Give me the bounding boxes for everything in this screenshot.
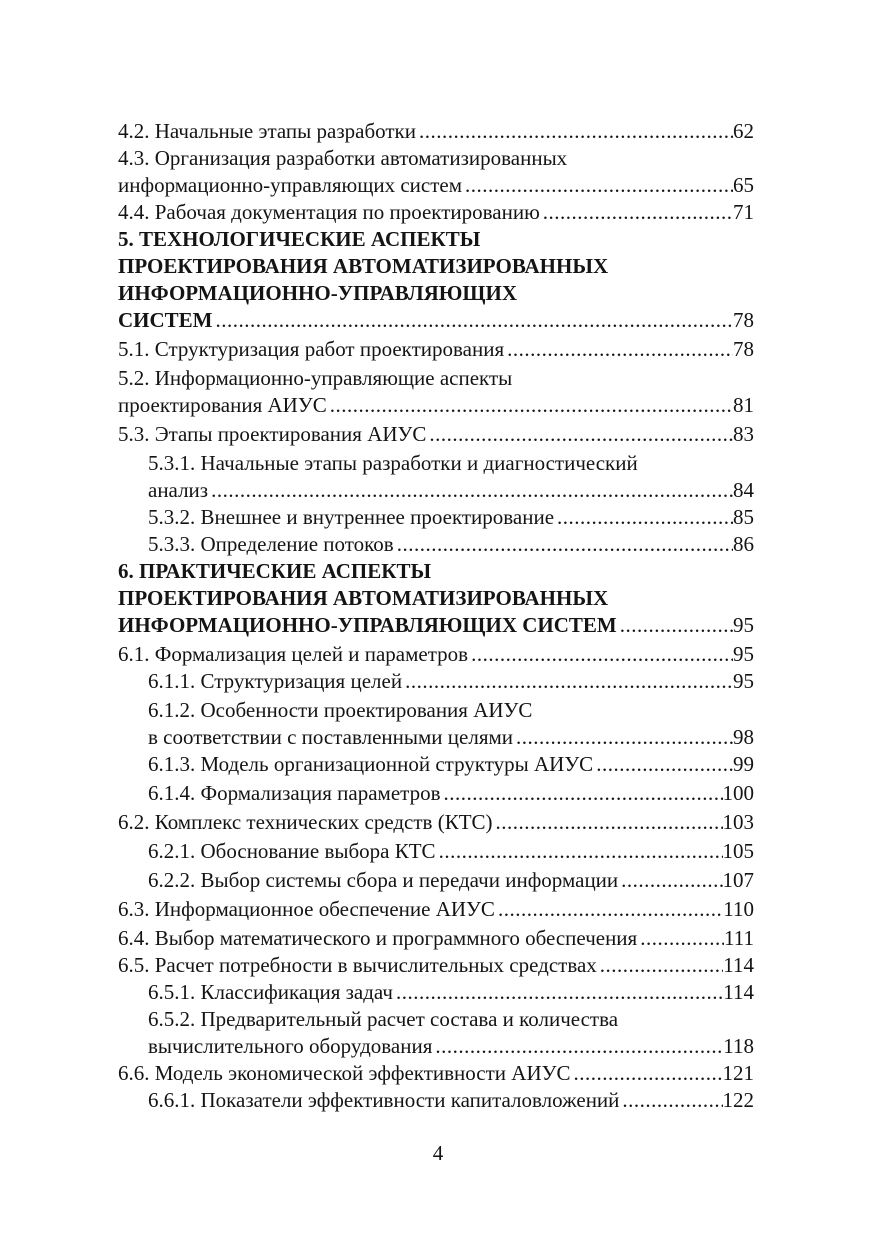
dot-leader bbox=[394, 531, 733, 558]
toc-page-number: 95 bbox=[733, 669, 754, 693]
toc-entry-row bbox=[118, 199, 754, 226]
toc-entry-row bbox=[118, 925, 754, 952]
toc-entry-row bbox=[148, 504, 754, 531]
toc-page-number: 100 bbox=[722, 781, 754, 805]
toc-entry-title-line: вычислительного оборудования bbox=[148, 1034, 433, 1058]
toc-entry-title-line: информационно-управляющих систем bbox=[118, 173, 463, 197]
table-of-contents bbox=[118, 118, 754, 1114]
dot-leader bbox=[393, 979, 723, 1006]
toc-entry-row bbox=[148, 1033, 754, 1060]
dot-leader bbox=[504, 336, 733, 363]
toc-entry-row bbox=[118, 118, 754, 145]
toc-page-number: 103 bbox=[722, 810, 754, 834]
toc-entry-title-line: 5.3.2. Внешнее и внутреннее проектирование bbox=[148, 505, 555, 529]
dot-leader bbox=[416, 118, 733, 145]
dot-leader bbox=[597, 952, 723, 979]
toc-entry-title-line: ИНФОРМАЦИОННО-УПРАВЛЯЮЩИХ bbox=[118, 281, 517, 305]
toc-entry-row bbox=[118, 392, 754, 419]
toc-entry-row bbox=[148, 477, 754, 504]
toc-entry-title-line: 6.2. Комплекс технических средств (КТС) bbox=[118, 810, 493, 834]
dot-leader bbox=[468, 641, 733, 668]
dot-leader bbox=[593, 751, 733, 778]
toc-section-entry bbox=[118, 809, 754, 836]
dot-leader bbox=[540, 199, 733, 226]
toc-section-entry bbox=[118, 896, 754, 923]
toc-page-number: 114 bbox=[723, 953, 754, 977]
toc-page-number: 122 bbox=[722, 1088, 754, 1112]
toc-page-number: 95 bbox=[733, 613, 754, 637]
toc-entry-row bbox=[118, 952, 754, 979]
toc-subsection-entry bbox=[118, 838, 754, 865]
toc-entry-row bbox=[148, 979, 754, 1006]
toc-section-entry bbox=[118, 365, 754, 419]
dot-leader bbox=[432, 1033, 723, 1060]
dot-leader bbox=[618, 867, 722, 894]
toc-entry-title-line: 5.1. Структуризация работ проектирования bbox=[118, 337, 505, 361]
toc-entry-title-line: в соответствии с поставленными целями bbox=[148, 725, 514, 749]
toc-subsection-entry bbox=[118, 867, 754, 894]
toc-entry-title-line: 6.5. Расчет потребности в вычислительных средствах bbox=[118, 953, 597, 977]
dot-leader bbox=[462, 172, 733, 199]
toc-entry-title-line: ПРОЕКТИРОВАНИЯ АВТОМАТИЗИРОВАННЫХ bbox=[118, 586, 609, 610]
page-number: 4 bbox=[432, 1141, 444, 1165]
toc-entry-title-line: ПРОЕКТИРОВАНИЯ АВТОМАТИЗИРОВАННЫХ bbox=[118, 254, 609, 278]
toc-page-number: 86 bbox=[733, 532, 754, 556]
toc-section-entry bbox=[118, 199, 754, 226]
toc-entry-row bbox=[118, 172, 754, 199]
dot-leader bbox=[570, 1060, 722, 1087]
toc-entry-row bbox=[118, 307, 754, 334]
toc-page-number: 78 bbox=[733, 337, 754, 361]
dot-leader bbox=[440, 780, 722, 807]
toc-entry-title-line: 6.2.1. Обоснование выбора КТС bbox=[148, 839, 436, 863]
dot-leader bbox=[213, 307, 734, 334]
toc-page-number: 111 bbox=[724, 926, 754, 950]
toc-subsection-entry bbox=[118, 450, 754, 504]
toc-page-number: 78 bbox=[733, 308, 754, 332]
toc-page-number: 81 bbox=[733, 393, 754, 417]
toc-entry-row bbox=[118, 1060, 754, 1087]
toc-entry-title-line: 6.1. Формализация целей и параметров bbox=[118, 642, 469, 666]
toc-entry-row bbox=[118, 809, 754, 836]
toc-chapter-entry bbox=[118, 226, 754, 334]
toc-page-number: 65 bbox=[733, 173, 754, 197]
toc-entry-row bbox=[148, 668, 754, 695]
toc-page-number: 121 bbox=[722, 1061, 754, 1085]
toc-section-entry bbox=[118, 421, 754, 448]
toc-page-number: 110 bbox=[723, 897, 754, 921]
toc-entry-title-line: 5.3.1. Начальные этапы разработки и диагностический bbox=[148, 451, 638, 475]
toc-subsection-entry bbox=[118, 531, 754, 558]
toc-entry-row bbox=[148, 531, 754, 558]
toc-entry-title-line: 6.1.1. Структуризация целей bbox=[148, 669, 403, 693]
toc-page-number: 107 bbox=[722, 868, 754, 892]
toc-entry-title-line: 6.2.2. Выбор системы сбора и передачи информации bbox=[148, 868, 619, 892]
toc-section-entry bbox=[118, 336, 754, 363]
toc-entry-title-line: 6.1.3. Модель организационной структуры АИУС bbox=[148, 752, 594, 776]
dot-leader bbox=[637, 925, 724, 952]
toc-entry-row bbox=[118, 421, 754, 448]
toc-entry-title-line: проектирования АИУС bbox=[118, 393, 327, 417]
toc-subsection-entry bbox=[118, 780, 754, 807]
toc-entry-title-line: 4.4. Рабочая документация по проектированию bbox=[118, 200, 540, 224]
toc-page-number: 118 bbox=[723, 1034, 754, 1058]
toc-subsection-entry bbox=[118, 668, 754, 695]
toc-subsection-entry bbox=[118, 697, 754, 751]
toc-entry-title-line: 6.5.1. Классификация задач bbox=[148, 980, 393, 1004]
dot-leader bbox=[208, 477, 733, 504]
toc-page-number: 105 bbox=[722, 839, 754, 863]
toc-entry-row bbox=[148, 724, 754, 751]
dot-leader bbox=[493, 809, 723, 836]
dot-leader bbox=[513, 724, 733, 751]
toc-entry-title-line: 6.3. Информационное обеспечение АИУС bbox=[118, 897, 495, 921]
toc-section-entry bbox=[118, 145, 754, 199]
toc-section-entry bbox=[118, 118, 754, 145]
toc-entry-row bbox=[148, 780, 754, 807]
toc-entry-title-line: 4.2. Начальные этапы разработки bbox=[118, 119, 416, 143]
toc-subsection-entry bbox=[118, 751, 754, 778]
toc-entry-row bbox=[148, 867, 754, 894]
toc-entry-title-line: 6.1.2. Особенности проектирования АИУС bbox=[148, 698, 533, 722]
dot-leader bbox=[617, 612, 733, 639]
toc-page-number: 83 bbox=[733, 422, 754, 446]
toc-entry-title-line: 6.6.1. Показатели эффективности капиталовложений bbox=[148, 1088, 620, 1112]
dot-leader bbox=[402, 668, 733, 695]
toc-entry-title-line: 5. ТЕХНОЛОГИЧЕСКИЕ АСПЕКТЫ bbox=[118, 227, 481, 251]
toc-entry-row bbox=[148, 1087, 754, 1114]
toc-page-number: 71 bbox=[733, 200, 754, 224]
toc-entry-title-line: 5.2. Информационно-управляющие аспекты bbox=[118, 366, 513, 390]
toc-subsection-entry bbox=[118, 1006, 754, 1060]
toc-entry-title-line: 6.1.4. Формализация параметров bbox=[148, 781, 441, 805]
toc-subsection-entry bbox=[118, 504, 754, 531]
toc-section-entry bbox=[118, 925, 754, 952]
toc-entry-row bbox=[118, 641, 754, 668]
toc-entry-title-line: 5.3.3. Определение потоков bbox=[148, 532, 394, 556]
toc-subsection-entry bbox=[118, 1087, 754, 1114]
toc-entry-title-line: 4.3. Организация разработки автоматизированных bbox=[118, 146, 568, 170]
toc-section-entry bbox=[118, 952, 754, 979]
toc-entry-title-line: анализ bbox=[148, 478, 209, 502]
toc-chapter-entry bbox=[118, 558, 754, 639]
toc-entry-title-line: 5.3. Этапы проектирования АИУС bbox=[118, 422, 427, 446]
toc-page-number: 114 bbox=[723, 980, 754, 1004]
toc-section-entry bbox=[118, 641, 754, 668]
toc-page-number: 95 bbox=[733, 642, 754, 666]
toc-entry-title-line: ИНФОРМАЦИОННО-УПРАВЛЯЮЩИХ СИСТЕМ bbox=[118, 613, 617, 637]
toc-entry-row bbox=[118, 896, 754, 923]
dot-leader bbox=[436, 838, 723, 865]
dot-leader bbox=[554, 504, 733, 531]
toc-entry-title-line: 6. ПРАКТИЧЕСКИЕ АСПЕКТЫ bbox=[118, 559, 432, 583]
toc-entry-row bbox=[148, 751, 754, 778]
toc-page-number: 98 bbox=[733, 725, 754, 749]
toc-entry-title-line: 6.6. Модель экономической эффективности АИУС bbox=[118, 1061, 571, 1085]
dot-leader bbox=[327, 392, 733, 419]
dot-leader bbox=[619, 1087, 722, 1114]
toc-entry-row bbox=[118, 612, 754, 639]
toc-page-number: 84 bbox=[733, 478, 754, 502]
toc-page-number: 99 bbox=[733, 752, 754, 776]
toc-page-number: 62 bbox=[733, 119, 754, 143]
toc-subsection-entry bbox=[118, 979, 754, 1006]
dot-leader bbox=[426, 421, 733, 448]
toc-entry-title-line: 6.4. Выбор математического и программного обеспечения bbox=[118, 926, 638, 950]
toc-page-number: 85 bbox=[733, 505, 754, 529]
dot-leader bbox=[495, 896, 723, 923]
toc-entry-row bbox=[118, 336, 754, 363]
toc-entry-title-line: 6.5.2. Предварительный расчет состава и количества bbox=[148, 1007, 619, 1031]
toc-section-entry bbox=[118, 1060, 754, 1087]
toc-entry-title-line: СИСТЕМ bbox=[118, 308, 213, 332]
toc-entry-row bbox=[148, 838, 754, 865]
